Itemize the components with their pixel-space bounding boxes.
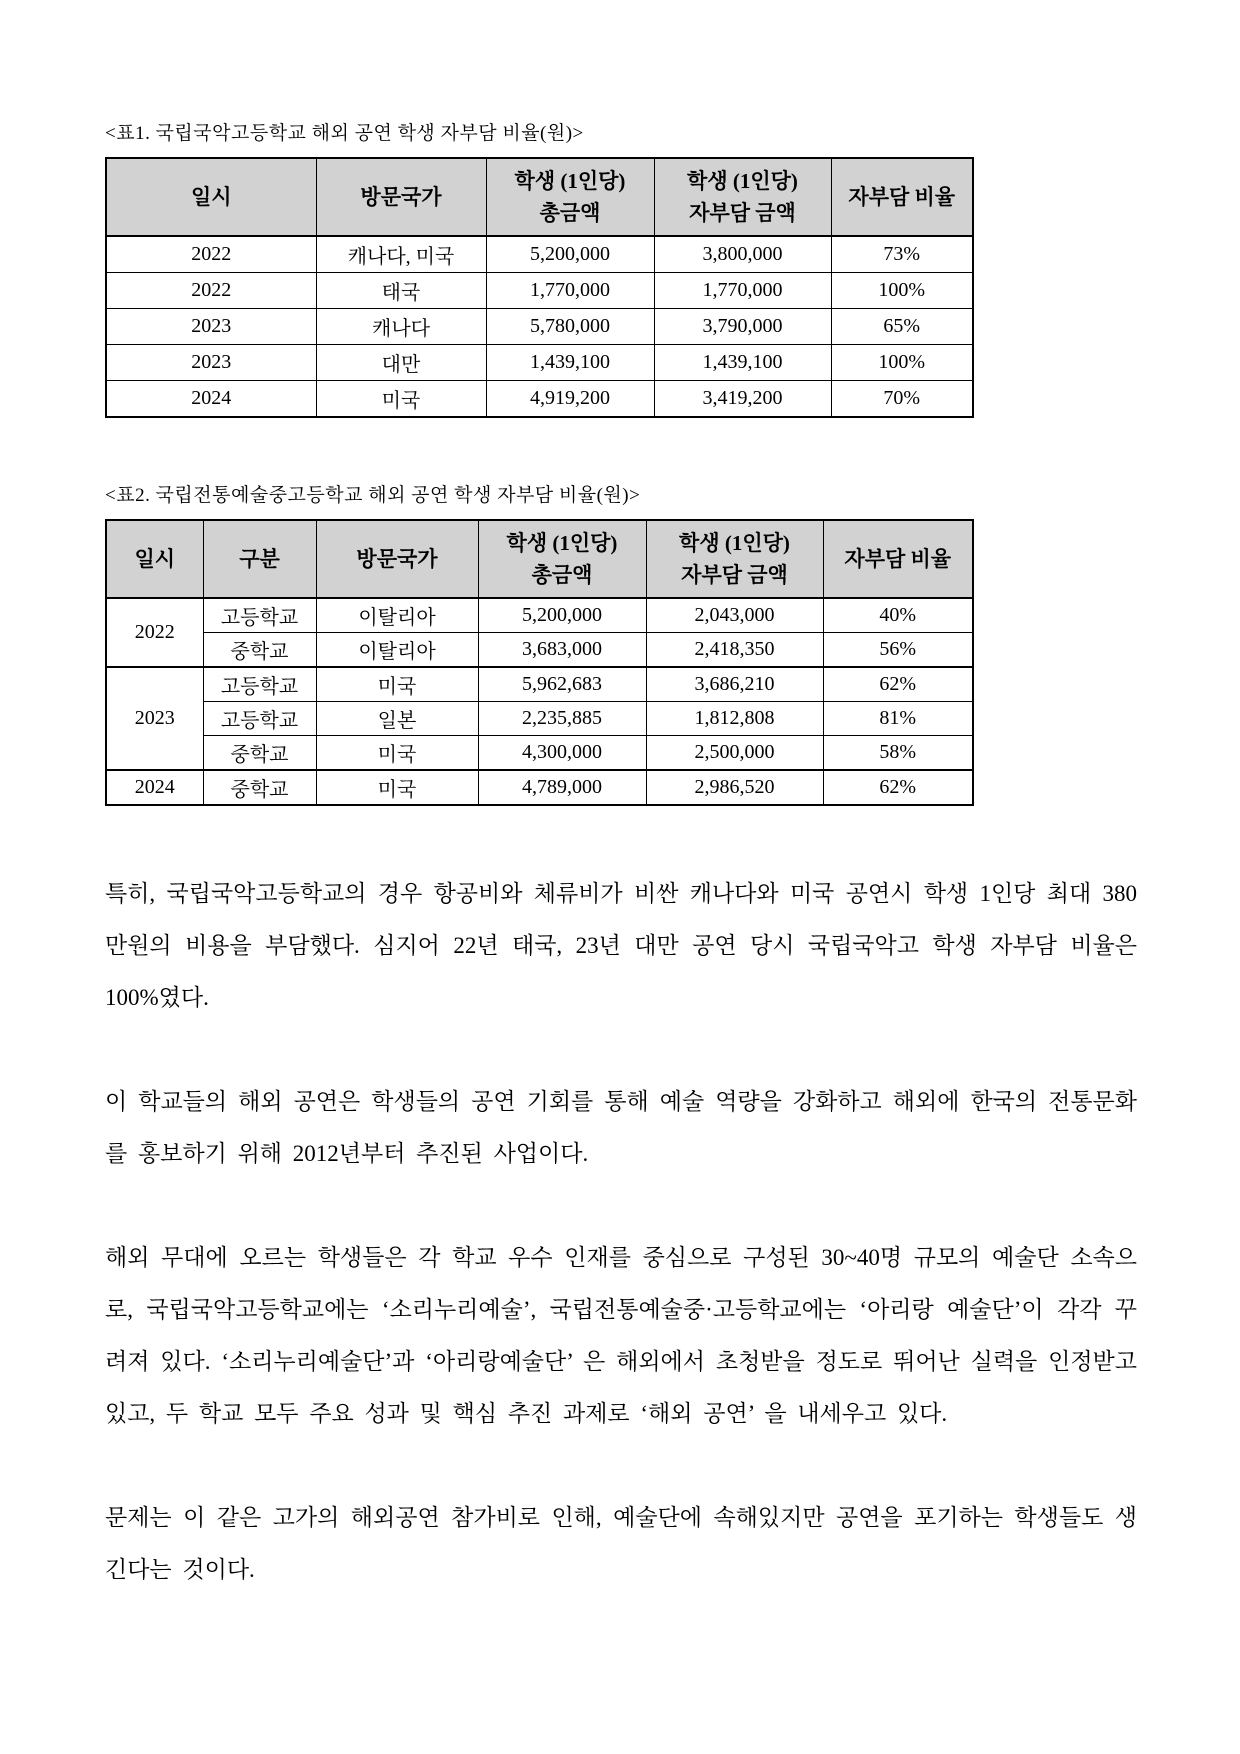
cell-total: 1,439,100 <box>486 345 654 381</box>
cell-country: 일본 <box>316 702 478 736</box>
cell-country: 미국 <box>316 770 478 805</box>
cell-country: 미국 <box>316 667 478 702</box>
column-header-self-pay: 학생 (1인당) 자부담 금액 <box>646 520 823 598</box>
cell-date: 2022 <box>106 236 316 273</box>
column-header-date: 일시 <box>106 520 203 598</box>
table-row <box>106 309 973 345</box>
cell-ratio: 100% <box>831 273 973 309</box>
cell-total: 5,962,683 <box>478 667 646 702</box>
cell-self-pay: 1,439,100 <box>654 345 831 381</box>
column-header-date: 일시 <box>106 158 316 236</box>
table1 <box>105 157 974 418</box>
table-row <box>106 236 973 273</box>
table1-header-row <box>106 158 973 236</box>
cell-country: 이탈리아 <box>316 633 478 668</box>
table-row <box>106 381 973 418</box>
cell-ratio: 62% <box>823 770 973 805</box>
cell-ratio: 70% <box>831 381 973 418</box>
cell-category: 중학교 <box>203 770 316 805</box>
cell-self-pay: 2,500,000 <box>646 736 823 771</box>
cell-ratio: 58% <box>823 736 973 771</box>
table1-caption: <표1. 국립국악고등학교 해외 공연 학생 자부담 비율(원)> <box>105 123 584 144</box>
cell-country: 캐나다 <box>316 309 486 345</box>
cell-self-pay: 2,986,520 <box>646 770 823 805</box>
cell-country: 이탈리아 <box>316 598 478 633</box>
cell-self-pay: 3,419,200 <box>654 381 831 418</box>
paragraph-program-purpose: 이 학교들의 해외 공연은 학생들의 공연 기회를 통해 예술 역량을 강화하고 해외에 한국의 전통문화를 홍보하기 위해 2012년부터 추진된 사업이다. <box>105 1089 1137 1166</box>
table-row <box>106 598 973 633</box>
table-row <box>106 770 973 805</box>
table-row <box>106 736 973 771</box>
column-header-category: 구분 <box>203 520 316 598</box>
cell-ratio: 56% <box>823 633 973 668</box>
paragraph-self-pay-detail: 특히, 국립국악고등학교의 경우 항공비와 체류비가 비싼 캐나다와 미국 공연시 학생 1인당 최대 380만원의 비용을 부담했다. 심지어 22년 태국, 23년 대만 공연 당시 국립국악고 학생 자부담 비율은 100%였다. <box>105 881 1137 1010</box>
cell-total: 1,770,000 <box>486 273 654 309</box>
column-header-ratio: 자부담 비율 <box>831 158 973 236</box>
cell-ratio: 73% <box>831 236 973 273</box>
cell-country: 대만 <box>316 345 486 381</box>
cell-self-pay: 3,686,210 <box>646 667 823 702</box>
column-header-total: 학생 (1인당) 총금액 <box>486 158 654 236</box>
cell-country: 미국 <box>316 736 478 771</box>
cell-ratio: 81% <box>823 702 973 736</box>
cell-self-pay: 2,043,000 <box>646 598 823 633</box>
cell-date: 2023 <box>106 345 316 381</box>
cell-category: 고등학교 <box>203 667 316 702</box>
cell-category: 중학교 <box>203 736 316 771</box>
cell-total: 4,789,000 <box>478 770 646 805</box>
column-header-country: 방문국가 <box>316 520 478 598</box>
cell-total: 5,200,000 <box>486 236 654 273</box>
cell-year: 2022 <box>106 598 203 667</box>
cell-year: 2023 <box>106 667 203 770</box>
cell-total: 5,780,000 <box>486 309 654 345</box>
table2-header-row <box>106 520 973 598</box>
table2 <box>105 519 974 806</box>
table-row <box>106 345 973 381</box>
column-header-total: 학생 (1인당) 총금액 <box>478 520 646 598</box>
cell-total: 5,200,000 <box>478 598 646 633</box>
cell-date: 2023 <box>106 309 316 345</box>
table-row <box>106 633 973 668</box>
cell-country: 캐나다, 미국 <box>316 236 486 273</box>
cell-date: 2022 <box>106 273 316 309</box>
cell-country: 미국 <box>316 381 486 418</box>
table-row <box>106 667 973 702</box>
column-header-ratio: 자부담 비율 <box>823 520 973 598</box>
cell-category: 중학교 <box>203 633 316 668</box>
cell-self-pay: 3,800,000 <box>654 236 831 273</box>
cell-date: 2024 <box>106 381 316 418</box>
table-row <box>106 702 973 736</box>
cell-self-pay: 3,790,000 <box>654 309 831 345</box>
cell-total: 2,235,885 <box>478 702 646 736</box>
cell-self-pay: 1,770,000 <box>654 273 831 309</box>
cell-self-pay: 2,418,350 <box>646 633 823 668</box>
cell-ratio: 40% <box>823 598 973 633</box>
cell-self-pay: 1,812,808 <box>646 702 823 736</box>
table2-caption: <표2. 국립전통예술중고등학교 해외 공연 학생 자부담 비율(원)> <box>105 485 641 506</box>
paragraph-problem: 문제는 이 같은 고가의 해외공연 참가비로 인해, 예술단에 속해있지만 공연을 포기하는 학생들도 생긴다는 것이다. <box>105 1505 1137 1582</box>
cell-category: 고등학교 <box>203 702 316 736</box>
cell-category: 고등학교 <box>203 598 316 633</box>
table-row <box>106 273 973 309</box>
cell-year: 2024 <box>106 770 203 805</box>
column-header-country: 방문국가 <box>316 158 486 236</box>
cell-total: 4,919,200 <box>486 381 654 418</box>
cell-country: 태국 <box>316 273 486 309</box>
cell-ratio: 62% <box>823 667 973 702</box>
column-header-self-pay: 학생 (1인당) 자부담 금액 <box>654 158 831 236</box>
cell-ratio: 100% <box>831 345 973 381</box>
paragraph-art-troupes: 해외 무대에 오르는 학생들은 각 학교 우수 인재를 중심으로 구성된 30~40명 규모의 예술단 소속으로, 국립국악고등학교에는 ‘소리누리예술’, 국립전통예술중·고등학교에는 ‘아리랑 예술단’이 각각 꾸려져 있다. ‘소리누리예술단’과 ‘아리랑예술단’ 은 해외에서 초청받을 정도로 뛰어난 실력을 인정받고 있고, 두 학교 모두 주요 성과 및 핵심 추진 과제로 ‘해외 공연’ 을 내세우고 있다. <box>105 1245 1137 1426</box>
cell-total: 4,300,000 <box>478 736 646 771</box>
cell-total: 3,683,000 <box>478 633 646 668</box>
cell-ratio: 65% <box>831 309 973 345</box>
